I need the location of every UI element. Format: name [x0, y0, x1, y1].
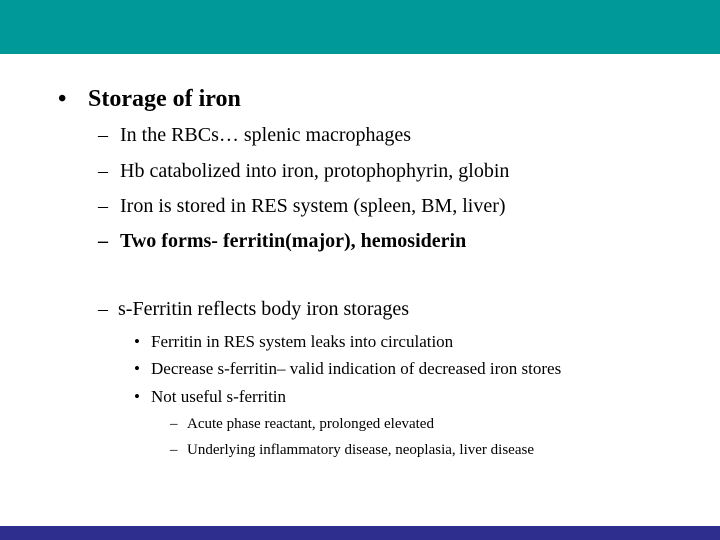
footer-band — [0, 526, 720, 540]
dash-marker: – — [98, 160, 108, 182]
dash-marker: – — [170, 442, 178, 458]
sub-item-text: Iron is stored in RES system (spleen, BM, liver) — [120, 195, 506, 217]
dash-marker: – — [170, 416, 178, 432]
dash-marker: – — [98, 298, 108, 320]
ferritin-point-text: Ferritin in RES system leaks into circulation — [151, 332, 454, 351]
heading-text: Storage of iron — [88, 86, 241, 112]
dash-marker: – — [98, 230, 108, 252]
reason-text: Underlying inflammatory disease, neoplasia, liver disease — [187, 442, 534, 458]
bullet-marker: • — [134, 387, 140, 406]
reason-text: Acute phase reactant, prolonged elevated — [187, 416, 434, 432]
dash-marker: – — [98, 124, 108, 146]
bullet-marker: • — [58, 86, 67, 112]
dash-marker: – — [98, 195, 108, 217]
sub-item-text: In the RBCs… splenic macrophages — [120, 124, 412, 146]
ferritin-point-text: Not useful s-ferritin — [151, 387, 287, 406]
bullet-marker: • — [134, 359, 140, 378]
ferritin-item-text: s-Ferritin reflects body iron storages — [118, 298, 410, 320]
ferritin-point-text: Decrease s-ferritin– valid indication of decreased iron stores — [151, 359, 562, 378]
sub-item-text: Two forms- ferritin(major), hemosiderin — [120, 230, 467, 252]
bullet-marker: • — [134, 332, 140, 351]
sub-item-text: Hb catabolized into iron, protophophyrin, globin — [120, 160, 510, 182]
